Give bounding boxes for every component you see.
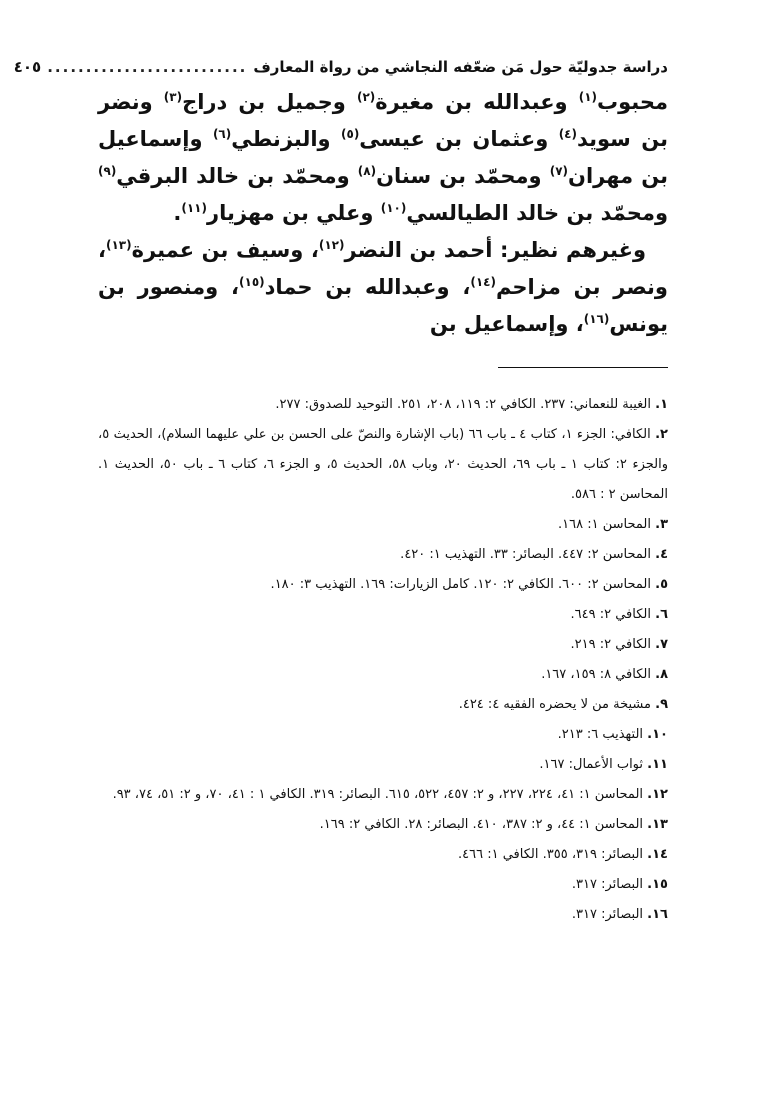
running-header <box>13 58 668 76</box>
paragraph-2 <box>98 232 668 343</box>
footnote-ref[interactable]: (٦) <box>212 127 232 141</box>
footnote-ref[interactable]: (٤) <box>558 127 577 141</box>
footnote-text: الكافي ٨: ١٥٩، ١٦٧. <box>541 667 651 682</box>
footnote-3 <box>98 510 668 540</box>
footnote-text: المحاسن ١: ١٦٨. <box>558 517 651 532</box>
footnote-number: ١٥. <box>647 877 668 892</box>
footnote-ref[interactable]: (٢) <box>356 90 376 104</box>
page-number: ٤٠٥ <box>13 58 42 76</box>
footnote-6 <box>98 600 668 630</box>
footnote-number: ٦. <box>655 607 668 622</box>
text-segment: ومحمّد بن خالد البرقي <box>116 164 358 188</box>
footnote-ref[interactable]: (١) <box>578 90 598 104</box>
footnote-ref[interactable]: (٩) <box>98 164 117 178</box>
footnote-number: ٨. <box>655 667 668 682</box>
text-segment: وعلي بن مهزيار <box>206 201 381 225</box>
footnote-5 <box>98 570 668 600</box>
footnote-text: المحاسن ٢: ٤٤٧. البصائر: ٣٣. التهذيب ١: ٤٢٠. <box>400 547 651 562</box>
header-title: دراسة جدوليّة حول مَن ضعّفه النجاشي من رواة المعارف <box>253 58 668 76</box>
footnote-ref[interactable]: (٥) <box>341 127 360 141</box>
footnote-12 <box>98 780 668 810</box>
footnote-number: ١٠. <box>647 727 668 742</box>
footnote-1 <box>98 390 668 420</box>
footnote-text: ثواب الأعمال: ١٦٧. <box>539 757 644 772</box>
footnote-number: ٥. <box>655 577 668 592</box>
footnote-text: التهذيب ٦: ٢١٣. <box>557 727 644 742</box>
text-segment: وغيرهم نظير: أحمد بن النضر <box>344 238 647 262</box>
footnote-ref[interactable]: (٨) <box>357 164 377 178</box>
text-segment: ، ونصر بن مزاحم <box>98 238 668 299</box>
text-segment: وعبدالله بن مغيرة <box>375 90 579 114</box>
footnote-ref[interactable]: (١٦) <box>583 312 610 326</box>
footnote-text: الكافي: الجزء ١، كتاب ٤ ـ باب ٦٦ (باب الإشارة والنصّ على الحسن بن علي عليهما السلام)، الحديث ٥، والجزء ٢: كتاب ١ ـ باب ٦٩، الحديث ٢٠، وباب ٥٨، الحديث ٥، و الجزء ٦، كتاب ٦ ـ باب ٥٠، الحديث ١. المحاسن ٢ : ٥٨٦. <box>98 427 669 502</box>
text-segment: ، وسيف بن عميرة <box>131 238 319 262</box>
footnote-number: ٢. <box>655 427 668 442</box>
text-segment: وجميل بن دراج <box>182 90 357 114</box>
book-page <box>13 58 669 930</box>
footnote-number: ٧. <box>655 637 668 652</box>
paragraph-1 <box>98 84 668 232</box>
text-segment: ، وعبدالله بن حماد <box>264 275 471 299</box>
text-segment: ، ومنصور بن يونس <box>98 275 668 336</box>
footnote-ref[interactable]: (١٥) <box>239 275 265 289</box>
footnote-text: الغيبة للنعماني: ٢٣٧. الكافي ٢: ١١٩، ٢٠٨، ٢٥١. التوحيد للصدوق: ٢٧٧. <box>275 397 651 412</box>
text-segment: وإسماعيل بن مهران <box>98 127 668 188</box>
footnote-separator <box>498 367 668 368</box>
footnote-text: المحاسن ١: ٤٤، و ٢: ٣٨٧، ٤١٠. البصائر: ٢٨. الكافي ٢: ١٦٩. <box>319 817 644 832</box>
text-segment: ، وإسماعيل بن <box>429 312 584 336</box>
footnote-number: ١. <box>655 397 668 412</box>
footnote-number: ١٣. <box>647 817 668 832</box>
text-segment: ونضر بن سويد <box>98 90 669 151</box>
footnote-ref[interactable]: (١٠) <box>380 201 407 215</box>
header-dot-leader: .......................... <box>47 58 248 76</box>
footnote-14 <box>98 840 668 870</box>
footnote-text: الكافي ٢: ٢١٩. <box>570 637 651 652</box>
footnote-ref[interactable]: (١١) <box>181 201 207 215</box>
footnote-text: البصائر: ٣١٩، ٣٥٥. الكافي ١: ٤٦٦. <box>457 847 644 862</box>
footnote-number: ٤. <box>655 547 668 562</box>
footnote-text: المحاسن ٢: ٦٠٠. الكافي ٢: ١٢٠. كامل الزيارات: ١٦٩. التهذيب ٣: ١٨٠. <box>270 577 651 592</box>
main-text <box>98 84 668 343</box>
footnote-number: ٣. <box>655 517 668 532</box>
footnote-13 <box>98 810 668 840</box>
footnote-7 <box>98 630 668 660</box>
footnote-number: ١٤. <box>647 847 668 862</box>
text-segment: والبزنطي <box>231 127 341 151</box>
footnote-ref[interactable]: (١٤) <box>470 275 496 289</box>
text-segment: . <box>173 201 182 225</box>
footnote-number: ٩. <box>655 697 668 712</box>
footnote-number: ١٢. <box>647 787 668 802</box>
text-segment: ومحمّد بن سنان <box>376 164 550 188</box>
footnote-15 <box>98 870 668 900</box>
footnote-8 <box>98 660 668 690</box>
footnote-ref[interactable]: (١٢) <box>318 238 345 252</box>
footnote-text: المحاسن ١: ٤١، ٢٢٤، ٢٢٧، و ٢: ٤٥٧، ٥٢٢، ٦١٥. البصائر: ٣١٩. الكافي ١ : ٤١، ٧٠، و ٢: ٥١، ٧٤، ٩٣. <box>112 787 644 802</box>
footnote-2 <box>98 420 668 510</box>
footnote-text: الكافي ٢: ٦٤٩. <box>570 607 651 622</box>
footnote-10 <box>98 720 668 750</box>
footnotes <box>98 390 668 930</box>
footnote-ref[interactable]: (٧) <box>549 164 569 178</box>
footnote-text: البصائر: ٣١٧. <box>571 877 644 892</box>
footnote-11 <box>98 750 668 780</box>
footnote-ref[interactable]: (٣) <box>163 90 183 104</box>
footnote-16 <box>98 900 668 930</box>
footnote-ref[interactable]: (١٣) <box>105 238 132 252</box>
footnote-number: ١٦. <box>647 907 668 922</box>
text-segment: ومحمّد بن خالد الطيالسي <box>406 201 668 225</box>
text-segment: محبوب <box>597 90 668 114</box>
footnote-4 <box>98 540 668 570</box>
footnote-9 <box>98 690 668 720</box>
footnote-text: البصائر: ٣١٧. <box>571 907 644 922</box>
footnote-number: ١١. <box>647 757 668 772</box>
text-segment: وعثمان بن عيسى <box>359 127 559 151</box>
footnote-text: مشيخة من لا يحضره الفقيه ٤: ٤٢٤. <box>458 697 651 712</box>
